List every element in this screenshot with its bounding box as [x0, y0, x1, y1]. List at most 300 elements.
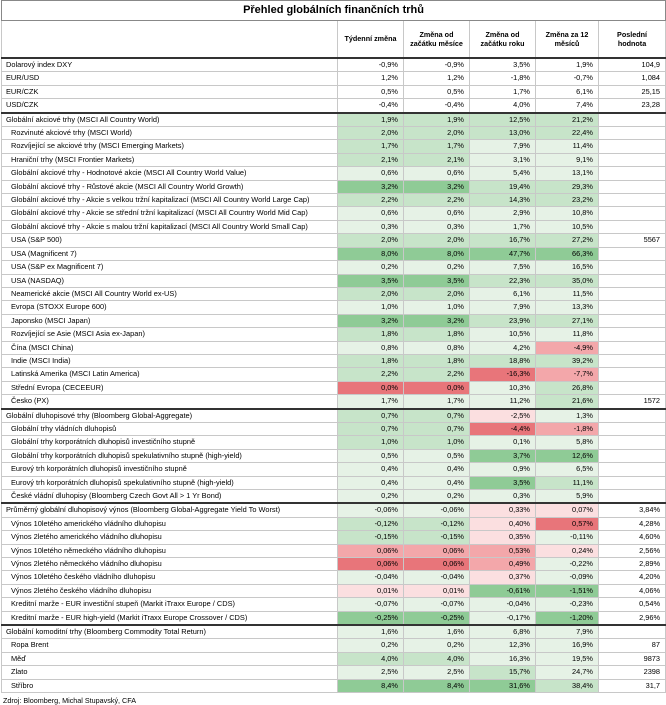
cell-ytd: -0,04% [470, 598, 536, 611]
table-row [2, 167, 666, 180]
table-row [2, 328, 666, 341]
row-label: Výnos 2letého německého vládního dluhopisu [2, 558, 338, 571]
cell-mtd: 3,5% [404, 274, 470, 287]
row-label: Globální komoditní trhy (Bloomberg Commodity Total Return) [2, 625, 338, 639]
cell-mtd: -0,12% [404, 517, 470, 530]
cell-last: 25,15 [599, 85, 666, 98]
cell-mtd: 0,2% [404, 639, 470, 652]
row-label: USA (S&P 500) [2, 234, 338, 247]
table-row [2, 287, 666, 300]
cell-week: 1,9% [338, 113, 404, 127]
cell-mtd: 3,2% [404, 180, 470, 193]
cell-last [599, 113, 666, 127]
cell-y12: 1,3% [536, 409, 599, 423]
table-row [2, 463, 666, 476]
cell-week: 8,0% [338, 247, 404, 260]
cell-mtd: 8,0% [404, 247, 470, 260]
cell-y12: -1,20% [536, 611, 599, 625]
cell-mtd: 2,1% [404, 153, 470, 166]
row-label: Hraniční trhy (MSCI Frontier Markets) [2, 153, 338, 166]
cell-mtd: 1,0% [404, 301, 470, 314]
cell-last [599, 140, 666, 153]
cell-ytd: 11,2% [470, 395, 536, 409]
cell-ytd: 6,8% [470, 625, 536, 639]
cell-last: 9873 [599, 652, 666, 665]
cell-week: -0,15% [338, 531, 404, 544]
table-row [2, 490, 666, 504]
cell-ytd: 1,7% [470, 220, 536, 233]
cell-last [599, 220, 666, 233]
cell-week: 1,7% [338, 140, 404, 153]
table-row [2, 652, 666, 665]
cell-y12: 21,6% [536, 395, 599, 409]
cell-week: 0,8% [338, 341, 404, 354]
table-row [2, 207, 666, 220]
cell-y12: -4,9% [536, 341, 599, 354]
row-label: Výnos 10letého německého vládního dluhopisu [2, 544, 338, 557]
cell-last: 23,28 [599, 99, 666, 113]
cell-last: 2,89% [599, 558, 666, 571]
row-label: Japonsko (MSCI Japan) [2, 314, 338, 327]
cell-last: 2,56% [599, 544, 666, 557]
cell-mtd: 2,0% [404, 234, 470, 247]
cell-week: 1,8% [338, 354, 404, 367]
cell-mtd: 2,2% [404, 194, 470, 207]
cell-last [599, 287, 666, 300]
cell-last [599, 274, 666, 287]
cell-last [599, 490, 666, 504]
row-label: Výnos 10letého českého vládního dluhopisu [2, 571, 338, 584]
cell-ytd: 3,5% [470, 476, 536, 489]
cell-y12: 23,2% [536, 194, 599, 207]
cell-y12: -0,11% [536, 531, 599, 544]
cell-week: 0,7% [338, 422, 404, 435]
cell-y12: 26,8% [536, 381, 599, 394]
cell-ytd: 5,4% [470, 167, 536, 180]
cell-week: 3,2% [338, 180, 404, 193]
cell-y12: 16,5% [536, 261, 599, 274]
table-row [2, 99, 666, 113]
row-label: Kreditní marže - EUR high-yield (Markit iTraxx Europe Crossover / CDS) [2, 611, 338, 625]
cell-week: 0,2% [338, 490, 404, 504]
table-row [2, 274, 666, 287]
row-label: USA (NASDAQ) [2, 274, 338, 287]
table-row [2, 381, 666, 394]
table-row [2, 558, 666, 571]
cell-week: 0,5% [338, 449, 404, 462]
cell-ytd: 6,1% [470, 287, 536, 300]
cell-week: -0,4% [338, 99, 404, 113]
cell-ytd: 12,3% [470, 639, 536, 652]
cell-y12: 22,4% [536, 127, 599, 140]
cell-ytd: 0,9% [470, 463, 536, 476]
cell-mtd: 0,7% [404, 422, 470, 435]
cell-ytd: 3,7% [470, 449, 536, 462]
cell-week: 0,3% [338, 220, 404, 233]
table-row [2, 571, 666, 584]
cell-last: 4,60% [599, 531, 666, 544]
cell-ytd: 15,7% [470, 666, 536, 679]
cell-week: 1,7% [338, 395, 404, 409]
cell-y12: 11,8% [536, 328, 599, 341]
cell-week: 0,01% [338, 584, 404, 597]
cell-y12: 0,07% [536, 503, 599, 517]
cell-last [599, 341, 666, 354]
row-label: Výnos 2letého českého vládního dluhopisu [2, 584, 338, 597]
cell-ytd: 0,37% [470, 571, 536, 584]
cell-mtd: 2,0% [404, 127, 470, 140]
table-row [2, 611, 666, 625]
cell-last [599, 314, 666, 327]
cell-ytd: 14,3% [470, 194, 536, 207]
cell-ytd: 0,33% [470, 503, 536, 517]
cell-last [599, 354, 666, 367]
table-row [2, 314, 666, 327]
cell-week: 2,0% [338, 234, 404, 247]
source-note: Zdroj: Bloomberg, Michal Stupavský, CFA [3, 696, 137, 705]
table-row [2, 85, 666, 98]
table-row [2, 113, 666, 127]
cell-week: 4,0% [338, 652, 404, 665]
cell-y12: 7,9% [536, 625, 599, 639]
row-label: EUR/USD [2, 72, 338, 85]
cell-ytd: 16,7% [470, 234, 536, 247]
table-row [2, 531, 666, 544]
cell-ytd: 7,9% [470, 301, 536, 314]
cell-mtd: -0,4% [404, 99, 470, 113]
cell-ytd: 13,0% [470, 127, 536, 140]
table-row [2, 127, 666, 140]
cell-ytd: -0,61% [470, 584, 536, 597]
cell-ytd: 18,8% [470, 354, 536, 367]
cell-mtd: -0,9% [404, 58, 470, 72]
cell-week: -0,04% [338, 571, 404, 584]
cell-y12: 10,8% [536, 207, 599, 220]
cell-ytd: -16,3% [470, 368, 536, 381]
table-row [2, 476, 666, 489]
cell-ytd: 0,49% [470, 558, 536, 571]
cell-mtd: -0,04% [404, 571, 470, 584]
cell-mtd: 0,0% [404, 381, 470, 394]
cell-last [599, 436, 666, 449]
cell-y12: -1,51% [536, 584, 599, 597]
cell-y12: 27,1% [536, 314, 599, 327]
cell-ytd: 10,5% [470, 328, 536, 341]
cell-ytd: 0,40% [470, 517, 536, 530]
cell-ytd: 0,3% [470, 490, 536, 504]
table-row [2, 449, 666, 462]
row-label: Neamerické akcie (MSCI All Country World ex-US) [2, 287, 338, 300]
cell-week: -0,9% [338, 58, 404, 72]
header-12m: Změna za 12 měsíců [536, 21, 599, 59]
cell-week: 3,2% [338, 314, 404, 327]
row-label: Rozvinuté akciové trhy (MSCI World) [2, 127, 338, 140]
cell-ytd: 7,9% [470, 140, 536, 153]
cell-mtd: 0,06% [404, 544, 470, 557]
cell-last: 104,9 [599, 58, 666, 72]
cell-last: 3,84% [599, 503, 666, 517]
table-row [2, 58, 666, 72]
cell-week: 0,2% [338, 261, 404, 274]
cell-last [599, 328, 666, 341]
cell-ytd: 0,35% [470, 531, 536, 544]
cell-week: 2,2% [338, 368, 404, 381]
cell-mtd: 4,0% [404, 652, 470, 665]
cell-y12: 0,24% [536, 544, 599, 557]
cell-mtd: 0,01% [404, 584, 470, 597]
row-label: USA (S&P ex Magnificent 7) [2, 261, 338, 274]
row-label: Globální akciové trhy - Akcie se střední tržní kapitalizací (MSCI All Country World Mid Cap) [2, 207, 338, 220]
cell-ytd: -4,4% [470, 422, 536, 435]
cell-ytd: 47,7% [470, 247, 536, 260]
header-mtd: Změna od začátku měsíce [404, 21, 470, 59]
cell-mtd: 0,6% [404, 207, 470, 220]
cell-y12: -0,22% [536, 558, 599, 571]
cell-week: 2,0% [338, 127, 404, 140]
cell-ytd: 1,7% [470, 85, 536, 98]
cell-mtd: 0,5% [404, 449, 470, 462]
row-label: Evropa (STOXX Europe 600) [2, 301, 338, 314]
cell-ytd: 16,3% [470, 652, 536, 665]
cell-last [599, 449, 666, 462]
cell-week: 3,5% [338, 274, 404, 287]
row-label: Globální trhy vládních dluhopisů [2, 422, 338, 435]
cell-week: 0,7% [338, 409, 404, 423]
cell-mtd: 1,6% [404, 625, 470, 639]
cell-mtd: 0,06% [404, 558, 470, 571]
cell-mtd: 2,2% [404, 368, 470, 381]
cell-mtd: -0,07% [404, 598, 470, 611]
cell-mtd: 8,4% [404, 679, 470, 692]
cell-week: 1,6% [338, 625, 404, 639]
cell-week: 0,6% [338, 167, 404, 180]
cell-mtd: 0,2% [404, 490, 470, 504]
cell-week: -0,25% [338, 611, 404, 625]
cell-mtd: 0,4% [404, 463, 470, 476]
cell-mtd: 1,7% [404, 140, 470, 153]
cell-last: 2,96% [599, 611, 666, 625]
table-row [2, 436, 666, 449]
row-label: Globální akciové trhy - Akcie s velkou tržní kapitalizací (MSCI All Country World Large Cap) [2, 194, 338, 207]
cell-week: 0,4% [338, 463, 404, 476]
table-row [2, 517, 666, 530]
cell-last [599, 153, 666, 166]
table-row [2, 422, 666, 435]
cell-last: 2398 [599, 666, 666, 679]
table-row [2, 220, 666, 233]
row-label: Měď [2, 652, 338, 665]
cell-y12: 11,4% [536, 140, 599, 153]
table-row [2, 598, 666, 611]
cell-mtd: 1,7% [404, 395, 470, 409]
cell-y12: -0,7% [536, 72, 599, 85]
row-label: Globální trhy korporátních dluhopisů spekulativního stupně (high-yield) [2, 449, 338, 462]
cell-week: 0,06% [338, 558, 404, 571]
cell-last [599, 422, 666, 435]
row-label: Dolarový index DXY [2, 58, 338, 72]
row-label: Indie (MSCI India) [2, 354, 338, 367]
cell-mtd: 0,4% [404, 476, 470, 489]
row-label: Globální akciové trhy - Akcie s malou tržní kapitalizací (MSCI All Country World Small Cap) [2, 220, 338, 233]
row-label: Ropa Brent [2, 639, 338, 652]
table-row [2, 544, 666, 557]
cell-mtd: -0,25% [404, 611, 470, 625]
cell-y12: 13,1% [536, 167, 599, 180]
row-label: EUR/CZK [2, 85, 338, 98]
cell-last: 4,20% [599, 571, 666, 584]
cell-week: 0,6% [338, 207, 404, 220]
cell-week: -0,07% [338, 598, 404, 611]
cell-y12: 6,1% [536, 85, 599, 98]
row-label: Výnos 10letého amerického vládního dluhopisu [2, 517, 338, 530]
table-row [2, 261, 666, 274]
table-row [2, 341, 666, 354]
cell-mtd: 0,7% [404, 409, 470, 423]
table-row [2, 639, 666, 652]
row-label: Rozvíjející se akciové trhy (MSCI Emerging Markets) [2, 140, 338, 153]
header-week: Týdenní změna [338, 21, 404, 59]
cell-ytd: 19,4% [470, 180, 536, 193]
cell-last: 4,28% [599, 517, 666, 530]
cell-last [599, 463, 666, 476]
table-row [2, 234, 666, 247]
cell-y12: 38,4% [536, 679, 599, 692]
cell-y12: -0,23% [536, 598, 599, 611]
row-label: Zlato [2, 666, 338, 679]
cell-week: 1,8% [338, 328, 404, 341]
table-row [2, 666, 666, 679]
cell-week: 0,06% [338, 544, 404, 557]
row-label: České vládní dluhopisy (Bloomberg Czech Govt All > 1 Yr Bond) [2, 490, 338, 504]
cell-week: 2,5% [338, 666, 404, 679]
cell-last [599, 207, 666, 220]
cell-mtd: 0,2% [404, 261, 470, 274]
table-row [2, 153, 666, 166]
cell-last [599, 247, 666, 260]
cell-last [599, 167, 666, 180]
row-label: Výnos 2letého amerického vládního dluhopisu [2, 531, 338, 544]
cell-ytd: 10,3% [470, 381, 536, 394]
cell-ytd: 0,53% [470, 544, 536, 557]
cell-mtd: 0,6% [404, 167, 470, 180]
row-label: Rozvíjející se Asie (MSCI Asia ex-Japan) [2, 328, 338, 341]
cell-week: 2,0% [338, 287, 404, 300]
table-row [2, 584, 666, 597]
cell-ytd: -0,17% [470, 611, 536, 625]
cell-y12: 12,6% [536, 449, 599, 462]
cell-week: -0,12% [338, 517, 404, 530]
row-label: Střední Evropa (CECEEUR) [2, 381, 338, 394]
cell-y12: 0,57% [536, 517, 599, 530]
row-label: USA (Magnificent 7) [2, 247, 338, 260]
cell-last [599, 381, 666, 394]
table-row [2, 368, 666, 381]
row-label: Čína (MSCI China) [2, 341, 338, 354]
row-label: USD/CZK [2, 99, 338, 113]
table-body [2, 58, 666, 693]
cell-mtd: 1,0% [404, 436, 470, 449]
table-row [2, 503, 666, 517]
cell-y12: 39,2% [536, 354, 599, 367]
cell-y12: 11,1% [536, 476, 599, 489]
table-row [2, 679, 666, 692]
table-row [2, 395, 666, 409]
cell-last: 1,084 [599, 72, 666, 85]
cell-y12: 35,0% [536, 274, 599, 287]
cell-last: 31,7 [599, 679, 666, 692]
cell-mtd: -0,15% [404, 531, 470, 544]
cell-ytd: -1,8% [470, 72, 536, 85]
cell-y12: 13,3% [536, 301, 599, 314]
cell-week: 8,4% [338, 679, 404, 692]
row-label: Latinská Amerika (MSCI Latin America) [2, 368, 338, 381]
cell-y12: 11,5% [536, 287, 599, 300]
row-label: Globální akciové trhy - Růstové akcie (MSCI All Country World Growth) [2, 180, 338, 193]
cell-last [599, 368, 666, 381]
cell-y12: 6,5% [536, 463, 599, 476]
cell-y12: 66,3% [536, 247, 599, 260]
cell-ytd: 0,1% [470, 436, 536, 449]
cell-last: 4,06% [599, 584, 666, 597]
cell-ytd: 3,1% [470, 153, 536, 166]
cell-y12: 27,2% [536, 234, 599, 247]
cell-mtd: 1,9% [404, 113, 470, 127]
cell-week: 0,4% [338, 476, 404, 489]
cell-mtd: 1,8% [404, 328, 470, 341]
cell-y12: 21,2% [536, 113, 599, 127]
row-label: Kreditní marže - EUR investiční stupeň (Markit iTraxx Europe / CDS) [2, 598, 338, 611]
table-row [2, 180, 666, 193]
row-label: Globální trhy korporátních dluhopisů investičního stupně [2, 436, 338, 449]
cell-last: 87 [599, 639, 666, 652]
cell-mtd: 0,3% [404, 220, 470, 233]
cell-week: 0,0% [338, 381, 404, 394]
cell-ytd: -2,5% [470, 409, 536, 423]
cell-y12: 19,5% [536, 652, 599, 665]
cell-last: 1572 [599, 395, 666, 409]
cell-last [599, 180, 666, 193]
cell-y12: -0,09% [536, 571, 599, 584]
table-row [2, 301, 666, 314]
market-overview [1, 0, 665, 705]
row-label: Stříbro [2, 679, 338, 692]
cell-ytd: 7,5% [470, 261, 536, 274]
cell-ytd: 22,3% [470, 274, 536, 287]
header-label [2, 21, 338, 59]
cell-week: 2,1% [338, 153, 404, 166]
cell-ytd: 4,0% [470, 99, 536, 113]
cell-mtd: 1,8% [404, 354, 470, 367]
cell-mtd: 1,2% [404, 72, 470, 85]
table-row [2, 247, 666, 260]
cell-week: 0,5% [338, 85, 404, 98]
row-label: Česko (PX) [2, 395, 338, 409]
row-label: Globální akciové trhy - Hodnotové akcie (MSCI All Country World Value) [2, 167, 338, 180]
cell-week: 2,2% [338, 194, 404, 207]
cell-last [599, 127, 666, 140]
table-row [2, 409, 666, 423]
table-row [2, 72, 666, 85]
cell-mtd: 0,8% [404, 341, 470, 354]
cell-ytd: 3,5% [470, 58, 536, 72]
row-label: Průměrný globální dluhopisový výnos (Bloomberg Global-Aggregate Yield To Worst) [2, 503, 338, 517]
cell-last: 0,54% [599, 598, 666, 611]
cell-ytd: 2,9% [470, 207, 536, 220]
market-table [1, 0, 666, 693]
table-row [2, 140, 666, 153]
cell-ytd: 31,6% [470, 679, 536, 692]
cell-y12: -1,8% [536, 422, 599, 435]
